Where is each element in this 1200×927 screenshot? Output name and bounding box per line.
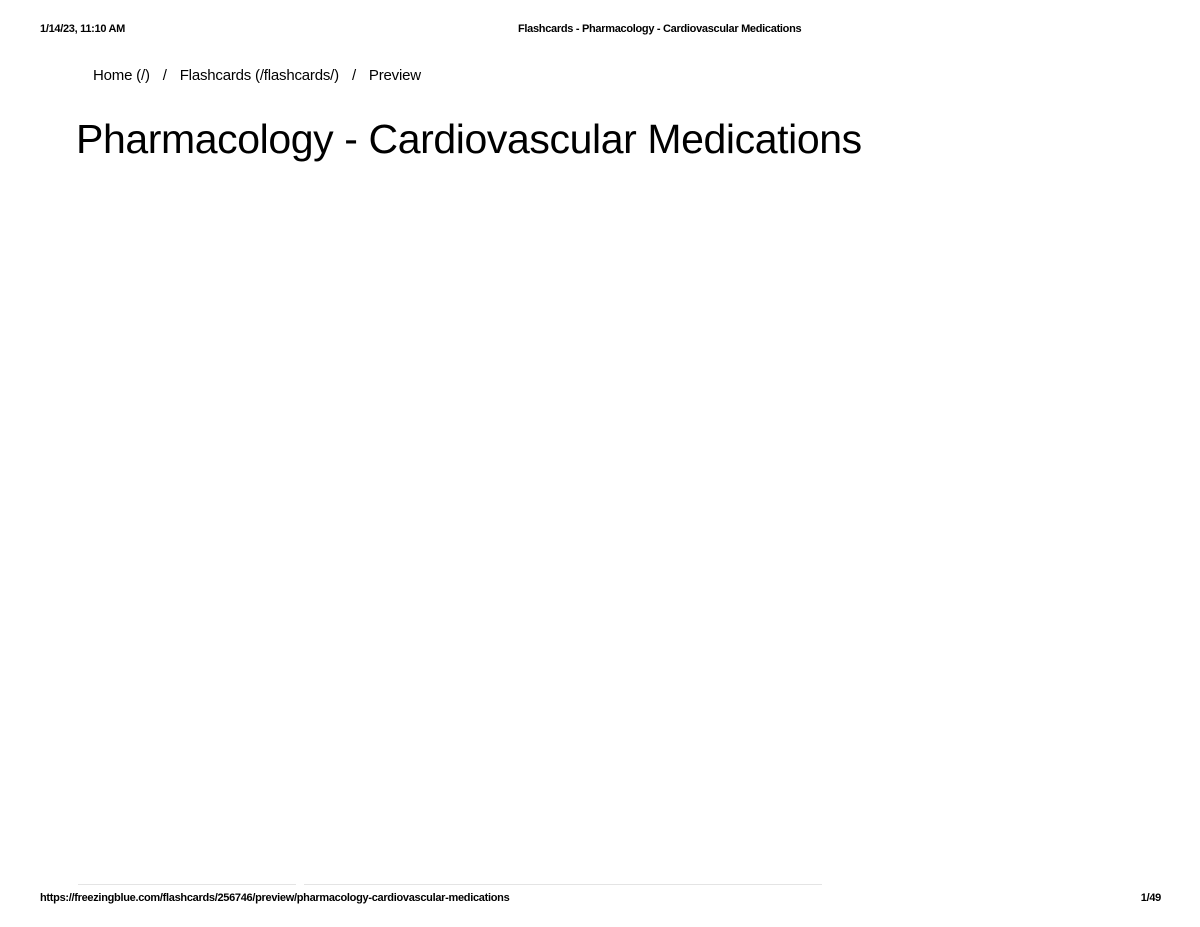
breadcrumb-item-preview: Preview <box>368 67 421 84</box>
footer-divider <box>304 884 822 885</box>
breadcrumb <box>93 67 421 84</box>
breadcrumb-item-home[interactable]: Home (/) <box>93 67 150 84</box>
print-footer-page-indicator: 1/49 <box>1140 892 1161 904</box>
footer-divider <box>78 884 296 885</box>
print-header-datetime: 1/14/23, 11:10 AM <box>40 23 125 35</box>
print-footer-url: https://freezingblue.com/flashcards/256746/preview/pharmacology-cardiovascular-medications <box>40 892 510 904</box>
breadcrumb-separator: / <box>162 67 167 84</box>
breadcrumb-item-flashcards[interactable]: Flashcards (/flashcards/) <box>179 67 339 84</box>
page-title: Pharmacology - Cardiovascular Medications <box>76 116 862 162</box>
breadcrumb-separator: / <box>351 67 356 84</box>
print-header-document-title: Flashcards - Pharmacology - Cardiovascular Medications <box>518 23 802 35</box>
